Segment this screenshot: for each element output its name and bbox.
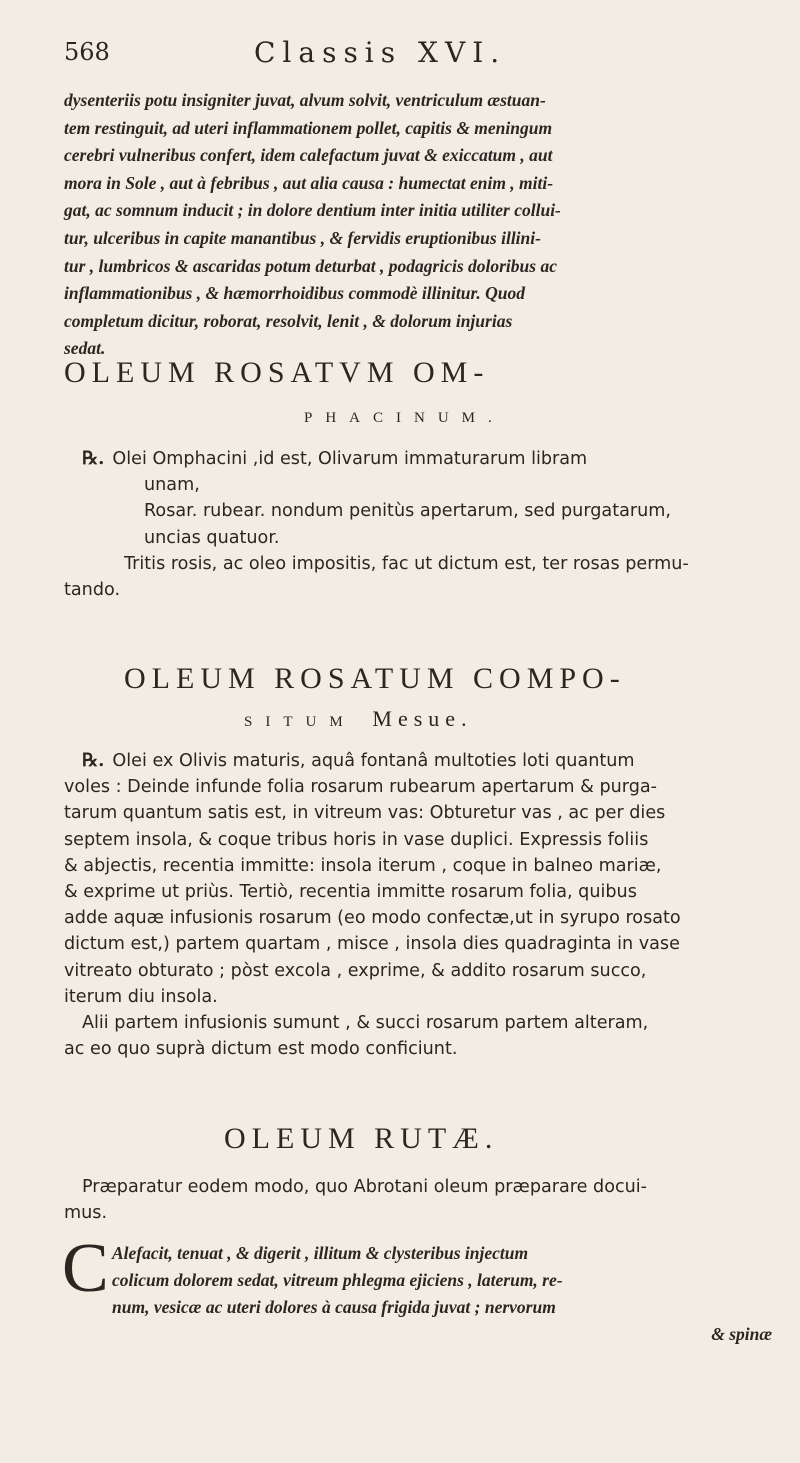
catchword: & spinæ: [711, 1324, 772, 1344]
virtues-paragraph: [112, 1240, 792, 1348]
text-line: tur , lumbricos & ascaridas potum deturbat , podagricis doloribus ac: [64, 255, 557, 276]
text-line: tando.: [64, 579, 121, 600]
recipe-compositum: [64, 748, 784, 1062]
text-line: & exprime ut priùs. Tertiò, recentia immitte rosarum folia, quibus: [64, 881, 637, 902]
text-line: Olei Omphacini ,id est, Olivarum immaturarum libram: [112, 449, 588, 469]
paragraph-oleum-rutae: [64, 1174, 784, 1226]
text-line: vitreato obturato ; pòst excola , exprime, & addito rosarum succo,: [64, 960, 647, 981]
text-line: Rosar. rubear. nondum penitùs apertarum, sed purgatarum,: [144, 501, 671, 522]
running-title: Classis XVI.: [254, 36, 507, 69]
section-title-oleum-rosatum-compositum: OLEUM ROSATUM COMPO-: [124, 662, 626, 695]
recipe-omphacinum: [64, 446, 784, 603]
text-line: inflammationibus , & hæmorrhoidibus commodè illinitur. Quod: [64, 283, 525, 304]
text-line: & abjectis, recentia immitte: insola iterum , coque in balneo mariæ,: [64, 855, 662, 876]
text-line: cerebri vulneribus confert, idem calefactum juvat & exiccatum , aut: [64, 145, 553, 166]
section-subtitle: PHACINUM.: [304, 410, 505, 426]
section-subtitle: [64, 706, 800, 732]
text-line: num, vesicæ ac uteri dolores à causa frigida juvat ; nervorum: [112, 1297, 556, 1317]
text-line: mora in Sole , aut à febribus , aut alia causa : humectat enim , miti-: [64, 172, 554, 193]
text-line: adde aquæ infusionis rosarum (eo modo confectæ,ut in syrupo rosato: [64, 908, 681, 929]
text-line: tem restinguit, ad uteri inflammationem pollet, capitis & meningum: [64, 117, 553, 138]
text-line: Olei ex Olivis maturis, aquâ fontanâ multoties loti quantum: [112, 751, 635, 771]
text-line: mus.: [64, 1203, 108, 1224]
text-line: ac eo quo suprà dictum est modo conficiunt.: [64, 1039, 458, 1060]
page-header: [64, 38, 760, 78]
section-title-oleum-rosatum-omphacinum: OLEUM ROSATVM OM-: [64, 356, 490, 389]
text-line: Alii partem infusionis sumunt , & succi rosarum partem alteram,: [82, 1012, 649, 1033]
recipe-symbol: ℞.: [82, 750, 105, 771]
text-line: completum dicitur, roborat, resolvit, lenit , & dolorum injurias: [64, 310, 513, 331]
subtitle-author: Mesue.: [372, 706, 473, 731]
text-line: unam,: [144, 475, 200, 496]
text-line: dysenteriis potu insigniter juvat, alvum solvit, ventriculum æstuan-: [64, 90, 546, 110]
recipe-symbol: ℞.: [82, 448, 105, 469]
text-line: Alefacit, tenuat , & digerit , illitum & clysteribus injectum: [112, 1243, 529, 1263]
subtitle-part: SITUM: [244, 714, 356, 730]
intro-paragraph: [64, 87, 784, 363]
page-number: 568: [64, 38, 110, 66]
text-line: voles : Deinde infunde folia rosarum rubearum apertarum & purga-: [64, 777, 657, 798]
text-line: colicum dolorem sedat, vitreum phlegma ejiciens , laterum, re-: [112, 1270, 563, 1290]
text-line: tarum quantum satis est, in vitreum vas: Obturetur vas , ac per dies: [64, 803, 666, 824]
section-title-oleum-rutae: OLEUM RUTÆ.: [224, 1122, 499, 1155]
text-line: Præparatur eodem modo, quo Abrotani oleum præparare docui-: [82, 1177, 648, 1197]
text-line: septem insola, & coque tribus horis in vase duplici. Expressis foliis: [64, 829, 649, 850]
text-line: gat, ac somnum inducit ; in dolore dentium inter initia utiliter collui-: [64, 200, 561, 221]
text-line: uncias quatuor.: [144, 527, 280, 548]
text-line: tur, ulceribus in capite manantibus , & fervidis eruptionibus illini-: [64, 227, 541, 248]
text-line: sedat.: [64, 338, 106, 359]
text-line: iterum diu insola.: [64, 986, 218, 1007]
drop-cap: C: [62, 1230, 109, 1307]
text-line: Tritis rosis, ac oleo impositis, fac ut dictum est, ter rosas permu-: [124, 553, 689, 574]
text-line: dictum est,) partem quartam , misce , insola dies quadraginta in vase: [64, 934, 680, 955]
